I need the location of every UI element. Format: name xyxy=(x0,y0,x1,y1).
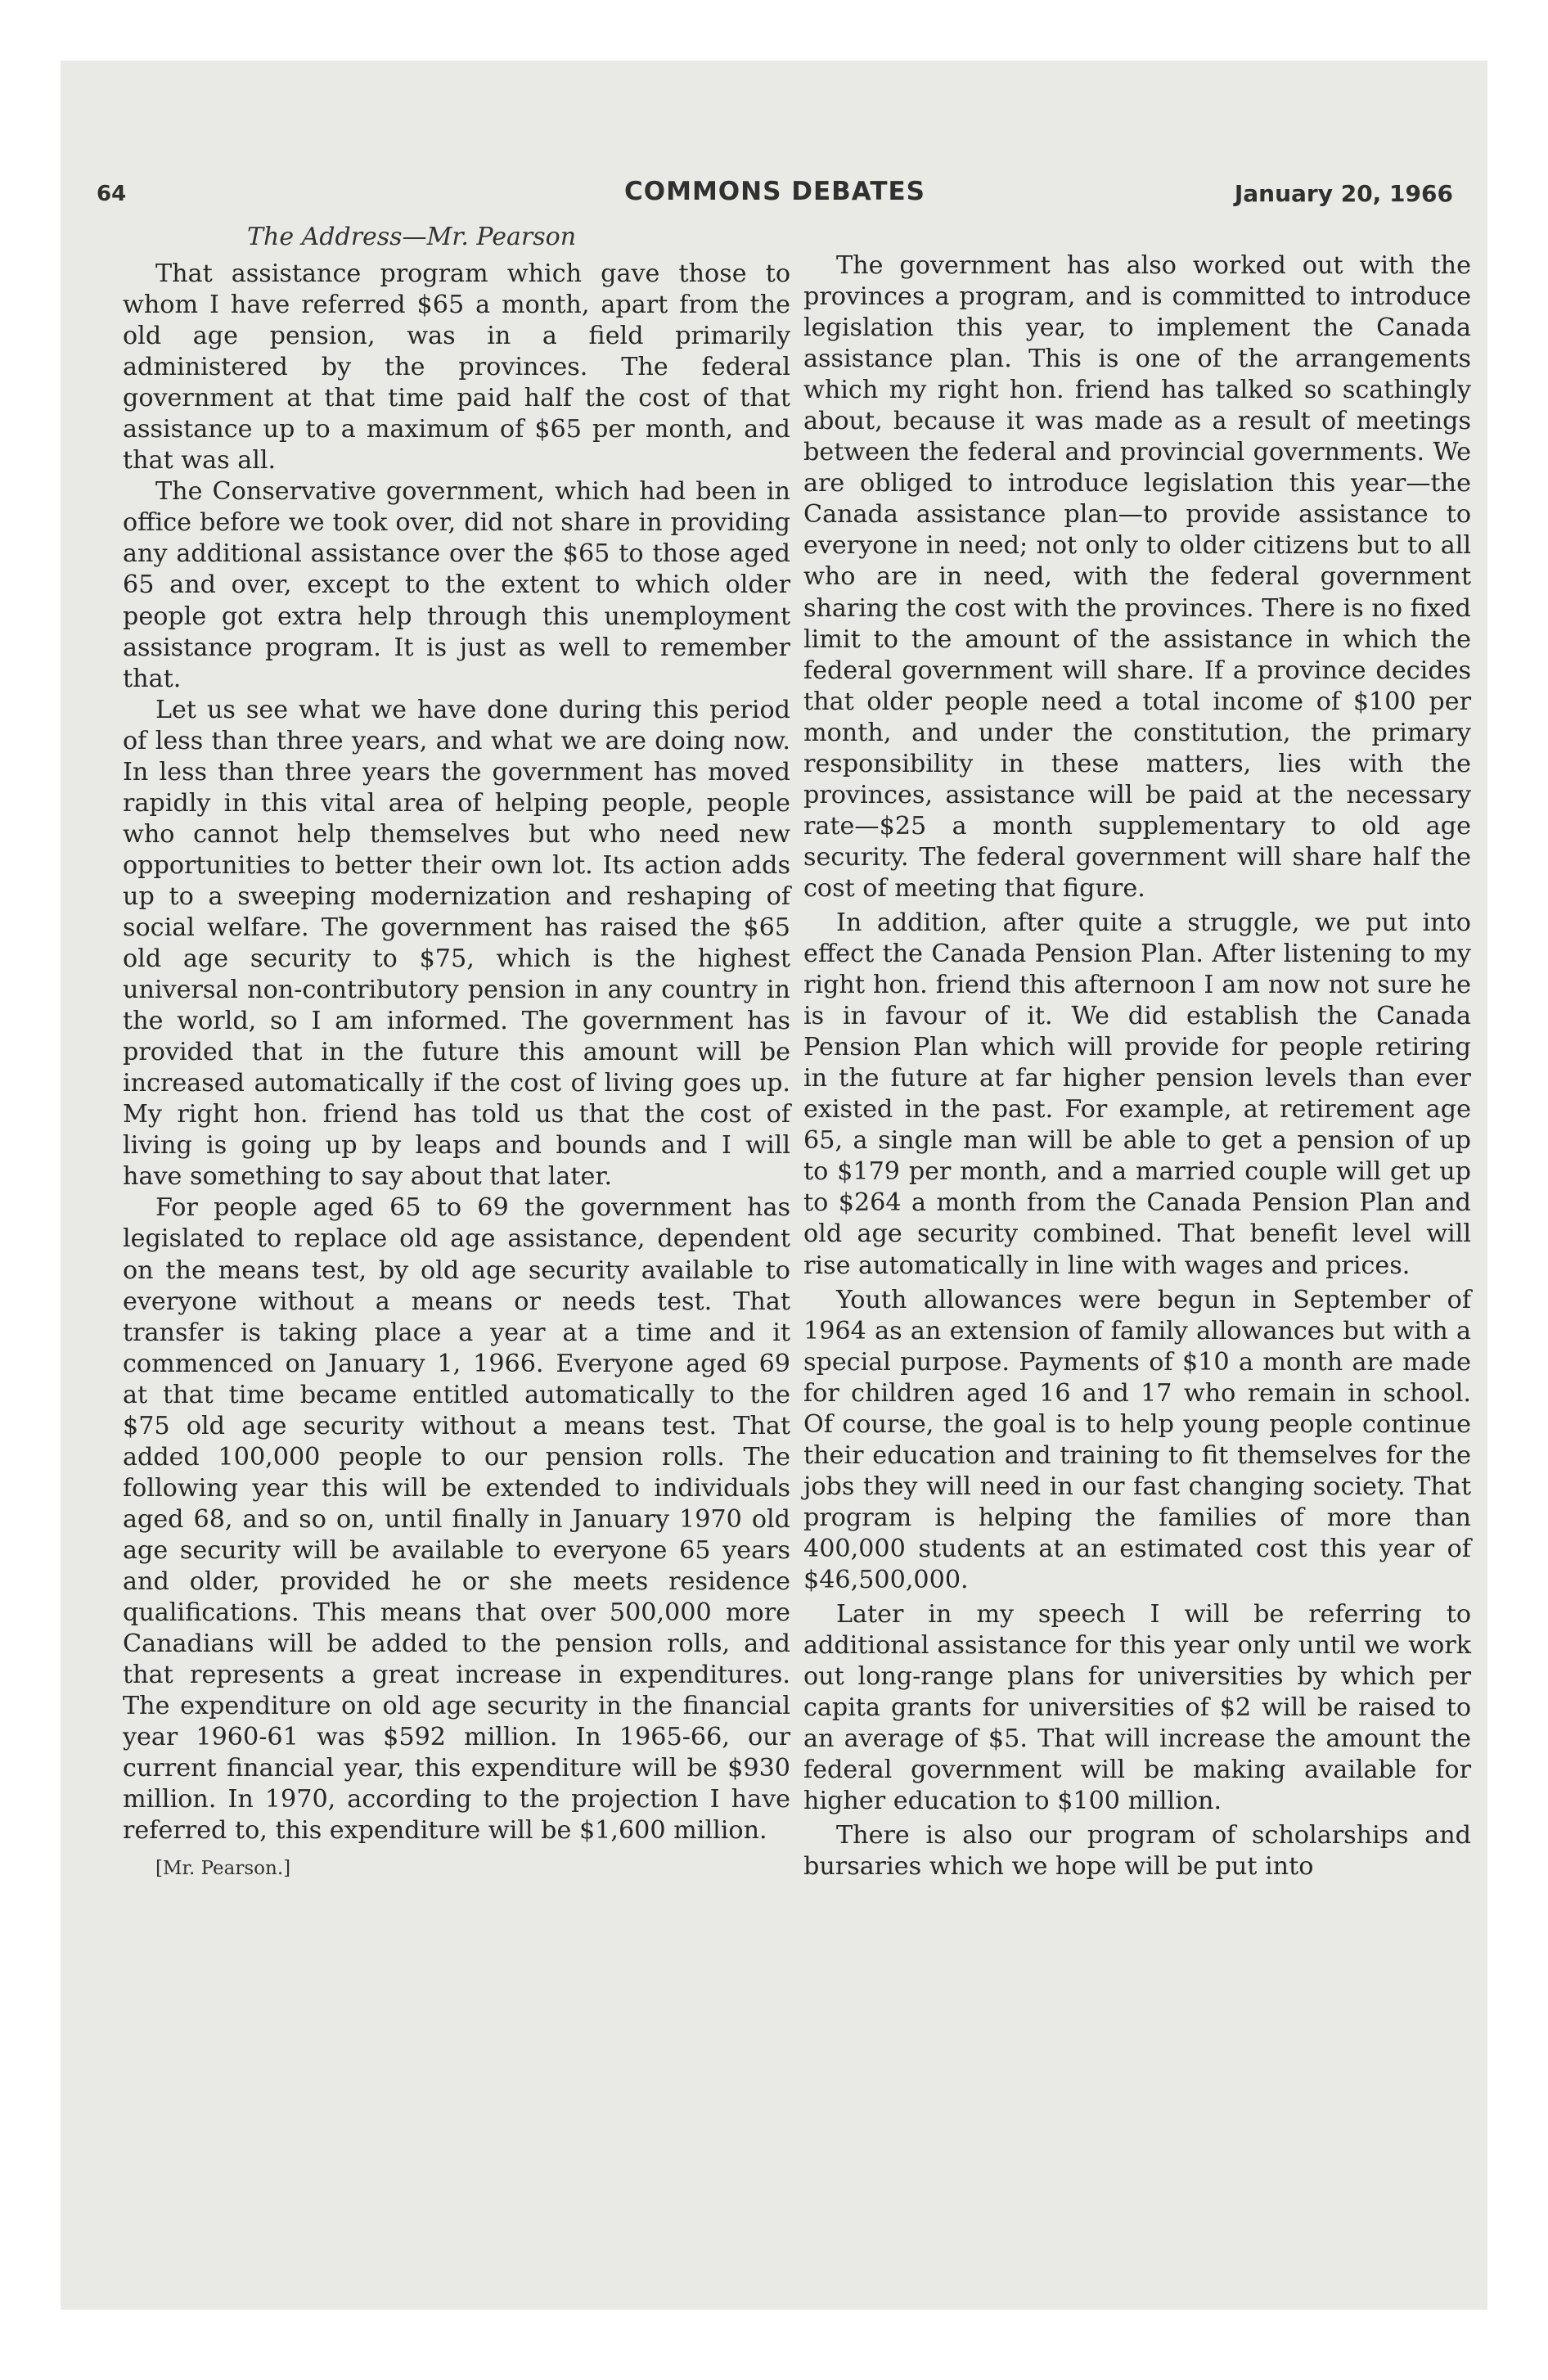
paragraph: There is also our program of scholarships and bursaries which we hope will be put into xyxy=(803,1821,1471,1882)
left-column xyxy=(123,259,790,1846)
paragraph: Later in my speech I will be referring to additional assistance for this year only until we work out long-range plans for universities by which per capita grants for universities of $2 will be raised to an average of $5. That will increase the amount the federal government will be making available for higher education to $100 million. xyxy=(803,1600,1471,1816)
issue-date: January 20, 1966 xyxy=(1234,180,1453,207)
paragraph: The Conservative government, which had been in office before we took over, did not share in providing any additional assistance over the $65 to those aged 65 and over, except to the extent to which older people got extra help through this unemployment assistance program. It is just as well to remember that. xyxy=(123,477,790,693)
paragraph: The government has also worked out with the provinces a program, and is committed to introduce legislation this year, to implement the Canada assistance plan. This is one of the arrangements which my right hon. friend has talked so scathingly about, because it was made as a result of meetings between the federal and provincial governments. We are obliged to introduce legislation this year—the Canada assistance plan—to provide assistance to everyone in need; not only to older citizens but to all who are in need, with the federal government sharing the cost with the provinces. There is no fixed limit to the amount of the assistance in which the federal government will share. If a province decides that older people need a total income of $100 per month, and under the constitution, the primary responsibility in these matters, lies with the provinces, assistance will be paid at the necessary rate—$25 a month supplementary to old age security. The federal government will share half the cost of meeting that figure. xyxy=(803,251,1471,903)
publication-title: COMMONS DEBATES xyxy=(624,177,925,206)
paragraph: For people aged 65 to 69 the government has legislated to replace old age assistance, dependent on the means test, by old age security available to everyone without a means or needs test. That transfer is taking place a year at a time and it commenced on January 1, 1966. Everyone aged 69 at that time became entitled automatically to the $75 old age security without a means test. That added 100,000 people to our pension rolls. The following year this will be extended to individuals aged 68, and so on, until finally in January 1970 old age security will be available to everyone 65 years and older, provided he or she meets residence qualifications. This means that over 500,000 more Canadians will be added to the pension rolls, and that represents a great increase in expenditures. The expenditure on old age security in the financial year 1960-61 was $592 million. In 1965-66, our current financial year, this expenditure will be $930 million. In 1970, according to the projection I have referred to, this expenditure will be $1,600 million. xyxy=(123,1193,790,1846)
running-head: The Address—Mr. Pearson xyxy=(247,223,577,251)
speaker-attribution: [Mr. Pearson.] xyxy=(155,1858,291,1879)
page-header xyxy=(97,177,1453,213)
paragraph: In addition, after quite a struggle, we put into effect the Canada Pension Plan. After listening to my right hon. friend this afternoon I am now not sure he is in favour of it. We did establish the Canada Pension Plan which will provide for people retiring in the future at far higher pension levels than ever existed in the past. For example, at retirement age 65, a single man will be able to get a pension of up to $179 per month, and a married couple will get up to $264 a month from the Canada Pension Plan and old age security combined. That benefit level will rise automatically in line with wages and prices. xyxy=(803,908,1471,1280)
right-column xyxy=(803,250,1471,1882)
paragraph: Let us see what we have done during this period of less than three years, and what we are doing now. In less than three years the government has moved rapidly in this vital area of helping people, people who cannot help themselves but who need new opportunities to better their own lot. Its action adds up to a sweeping modernization and reshaping of social welfare. The government has raised the $65 old age security to $75, which is the highest universal non-contributory pension in any country in the world, so I am informed. The government has provided that in the future this amount will be increased automatically if the cost of living goes up. My right hon. friend has told us that the cost of living is going up by leaps and bounds and I will have something to say about that later. xyxy=(123,695,790,1192)
paragraph: Youth allowances were begun in September of 1964 as an extension of family allowances but with a special purpose. Payments of $10 a month are made for children aged 16 and 17 who remain in school. Of course, the goal is to help young people continue their education and training to fit themselves for the jobs they will need in our fast changing society. That program is helping the families of more than 400,000 students at an estimated cost this year of $46,500,000. xyxy=(803,1285,1471,1594)
page-number: 64 xyxy=(97,182,127,206)
paragraph: That assistance program which gave those to whom I have referred $65 a month, apart from the old age pension, was in a field primarily administered by the provinces. The federal government at that time paid half the cost of that assistance up to a maximum of $65 per month, and that was all. xyxy=(123,259,790,476)
